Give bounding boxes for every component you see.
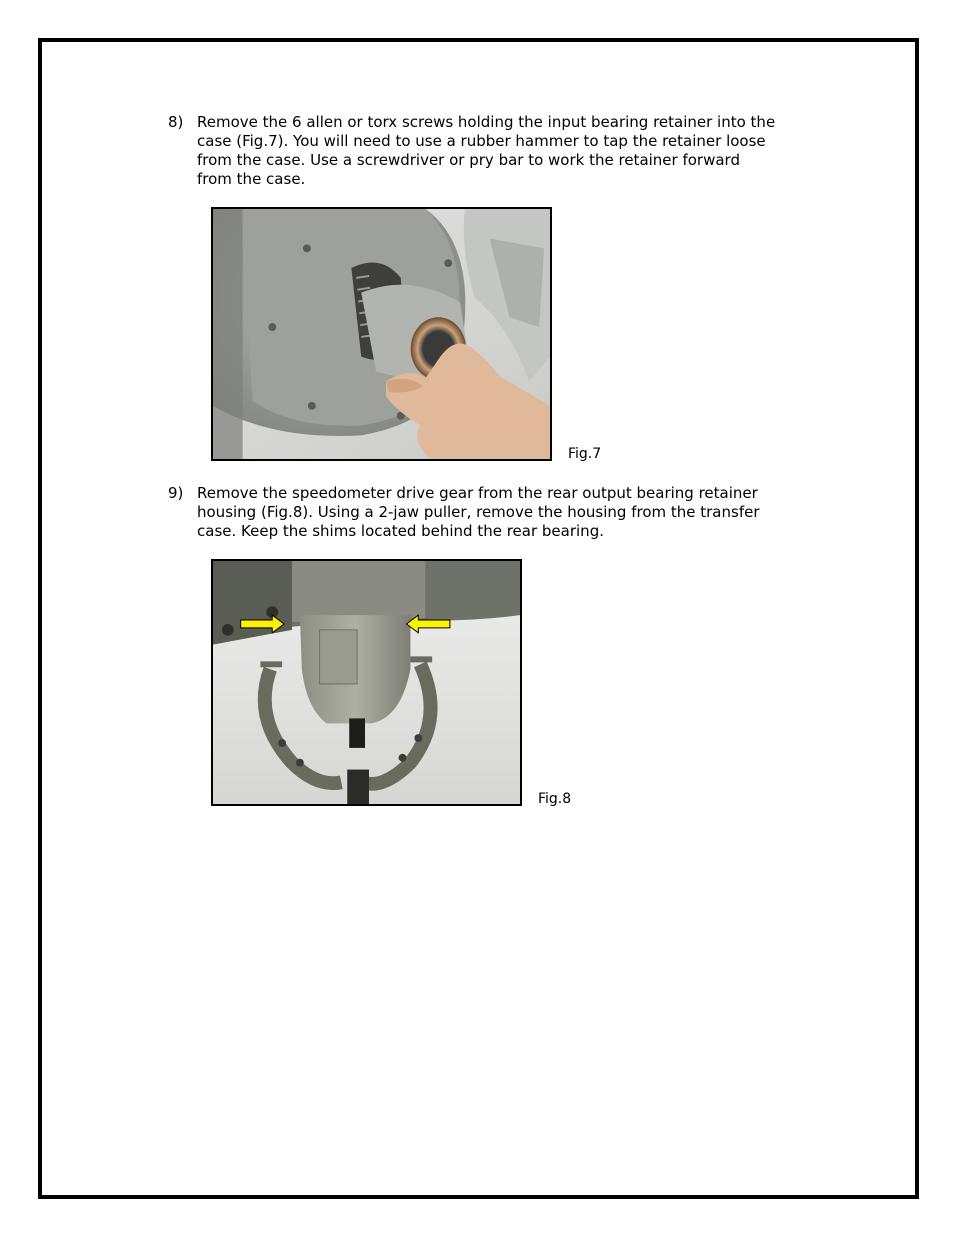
step-number: 9) [168,484,184,502]
figure-8-caption: Fig.8 [538,791,572,807]
step-line: Remove the speedometer drive gear from the rear output bearing retainer [197,484,758,502]
step-line: Remove the 6 allen or torx screws holding the input bearing retainer into the [197,113,776,131]
step-line: housing (Fig.8). Using a 2-jaw puller, remove the housing from the transfer [197,503,760,521]
figure-7-caption: Fig.7 [568,446,602,462]
step-line: from the case. [197,170,306,188]
step-8 [168,113,828,193]
step-number: 8) [168,113,184,131]
figure-8-photo [211,559,522,806]
figure-7-photo [211,207,552,461]
step-line: from the case. Use a screwdriver or pry bar to work the retainer forward [197,151,740,169]
step-line: case (Fig.7). You will need to use a rubber hammer to tap the retainer loose [197,132,766,150]
step-text [197,113,775,189]
step-line: case. Keep the shims located behind the rear bearing. [197,522,604,540]
step-text [197,484,760,541]
step-9 [168,484,828,544]
